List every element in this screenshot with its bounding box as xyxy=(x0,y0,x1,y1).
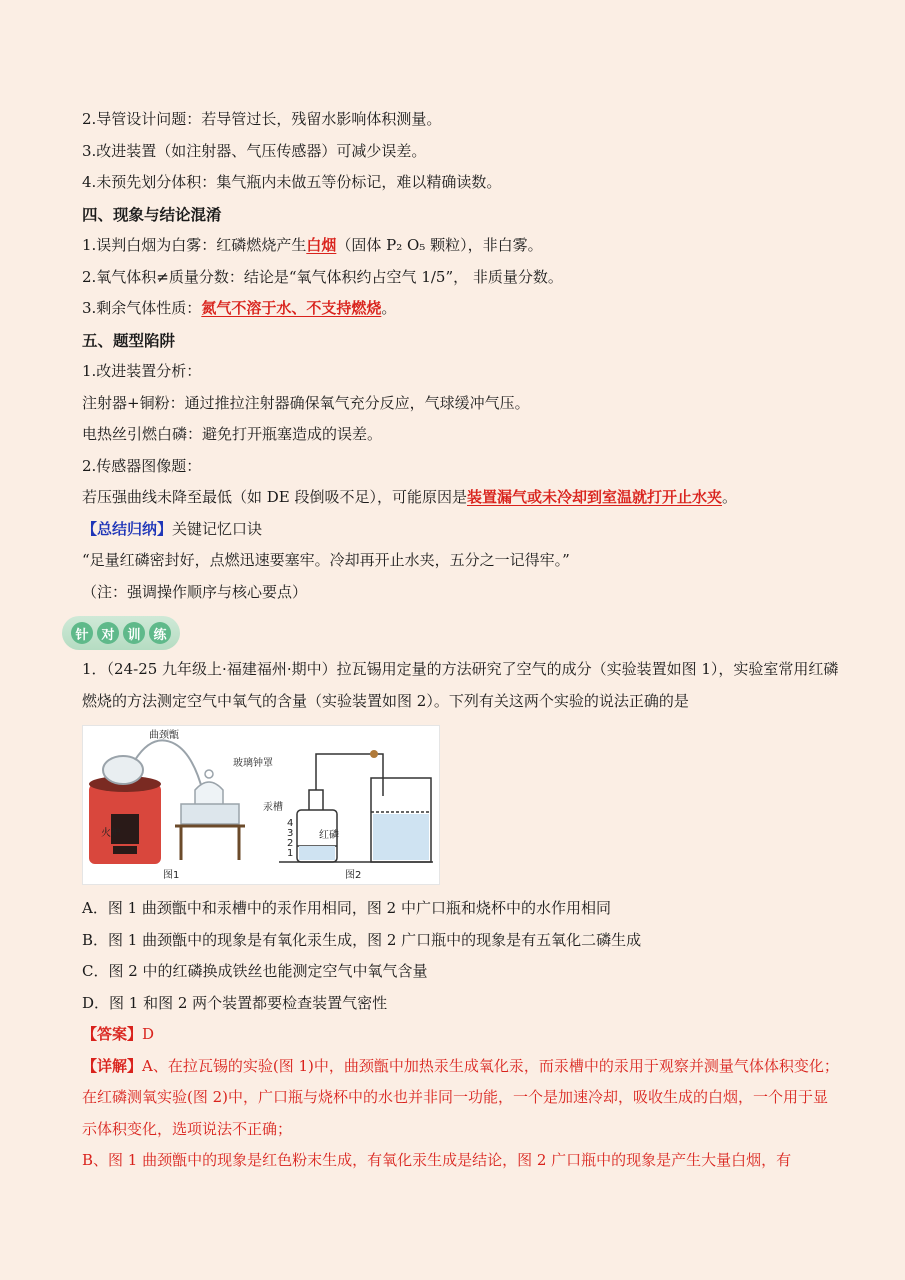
highlight: 白烟 xyxy=(306,236,337,254)
section-heading: 四、现象与结论混淆 xyxy=(82,204,222,224)
text-line: 2.氧气体积≠质量分数：结论是“氧气体积约占空气 1/5”， 非质量分数。 xyxy=(82,267,563,286)
highlight: 氮气不溶于水、不支持燃烧 xyxy=(201,299,382,317)
text-line: 注射器+铜粉：通过推拉注射器确保氧气充分反应，气球缓冲气压。 xyxy=(82,393,530,412)
trough-label: 汞槽 xyxy=(263,802,283,813)
phosphorus-label: 红磷 xyxy=(319,830,339,841)
text-line: “足量红磷密封好，点燃迅速要塞牢。冷却再开止水夹，五分之一记得牢。” xyxy=(82,551,570,569)
answer-line xyxy=(82,1019,842,1051)
explanation-b: B、图 1 曲颈甑中的现象是红色粉末生成，有氧化汞生成是结论，图 2 广口瓶中的现象是产生大量白烟，有 xyxy=(82,1151,792,1169)
scale-mark: 3 xyxy=(287,828,294,839)
text-line: 1.误判白烟为白雾：红磷燃烧产生白烟（固体 P₂ O₅ 颗粒），非白雾。 xyxy=(82,236,543,254)
summary-tag: 【总结归纳】 xyxy=(82,519,173,538)
apparatus-drawing xyxy=(83,726,439,884)
banner-char: 练 xyxy=(149,622,171,644)
text-line: 电热丝引燃白磷：避免打开瓶塞造成的误差。 xyxy=(82,425,383,443)
clamp-icon xyxy=(370,750,378,758)
highlight: 装置漏气或未冷却到室温就打开止水夹 xyxy=(467,488,723,506)
fig1-label: 图1 xyxy=(163,870,180,881)
bell-jar-label: 玻璃钟罩 xyxy=(233,758,273,769)
question-text: 1．（24-25 九年级上·福建福州·期中）拉瓦锡用定量的方法研究了空气的成分（实验装置如图 1），实验室常用红磷燃烧的方法测定空气中氧气的含量（实验装置如图 2）。下列有关这两个实验的说法正确的是 xyxy=(82,660,839,710)
text-line: 2.传感器图像题： xyxy=(82,456,202,475)
practice-banner xyxy=(62,616,180,650)
text-line: 3.改进装置（如注射器、气压传感器）可减少误差。 xyxy=(82,141,427,160)
text-line: （注：强调操作顺序与核心要点） xyxy=(82,582,308,601)
stand-drawing xyxy=(175,826,245,860)
text-line: 3.剩余气体性质：氮气不溶于水、不支持燃烧。 xyxy=(82,299,397,317)
explanation-tag: 【详解】 xyxy=(82,1056,143,1075)
option-d: D．图 1 和图 2 两个装置都要检查装置气密性 xyxy=(82,993,388,1012)
banner-char: 训 xyxy=(123,622,145,644)
experiment-figure xyxy=(82,725,440,885)
text-line: 1.改进装置分析： xyxy=(82,362,202,380)
summary-line: 【总结归纳】关键记忆口诀 xyxy=(82,519,263,538)
scale-mark: 2 xyxy=(287,838,294,849)
explanation-a: 【详解】A、在拉瓦锡的实验(图 1)中，曲颈甑中加热汞生成氧化汞，而汞槽中的汞用于观察并测量气体体积变化；在红磷测氧实验(图 2)中，广口瓶与烧杯中的水也并非同一功能，一个是加速冷却，吸收生成的白烟，一个用于显示体积变化，选项说法不正确； xyxy=(82,1056,839,1138)
scale-mark: 1 xyxy=(287,848,294,859)
document-page xyxy=(75,104,842,1177)
option-a: A．图 1 曲颈甑中和汞槽中的汞作用相同，图 2 中广口瓶和烧杯中的水作用相同 xyxy=(82,899,611,917)
option-c: C．图 2 中的红磷换成铁丝也能测定空气中氧气含量 xyxy=(82,962,428,980)
answer-value: D xyxy=(142,1025,155,1043)
text-line: 2.导管设计问题：若导管过长，残留水影响体积测量。 xyxy=(82,110,442,128)
option-b: B．图 1 曲颈甑中的现象是有氧化汞生成，图 2 广口瓶中的现象是有五氧化二磷生成 xyxy=(82,930,642,949)
bell-jar-drawing xyxy=(181,770,239,824)
flask-drawing xyxy=(279,754,433,862)
furnace-drawing xyxy=(89,776,161,864)
scale-mark: 4 xyxy=(287,818,294,829)
text-line: 若压强曲线未降至最低（如 DE 段倒吸不足），可能原因是装置漏气或未冷却到室温就打开止水夹。 xyxy=(82,488,738,506)
banner-char: 对 xyxy=(97,622,119,644)
section-heading: 五、题型陷阱 xyxy=(82,330,176,350)
answer-tag: 【答案】 xyxy=(82,1025,143,1043)
text-line: 4.未预先划分体积：集气瓶内未做五等份标记，难以精确读数。 xyxy=(82,173,502,191)
furnace-label: 火炉 xyxy=(101,828,121,839)
fig2-label: 图2 xyxy=(345,870,362,881)
banner-char: 针 xyxy=(71,622,93,644)
retort-label: 曲颈甑 xyxy=(149,730,179,741)
